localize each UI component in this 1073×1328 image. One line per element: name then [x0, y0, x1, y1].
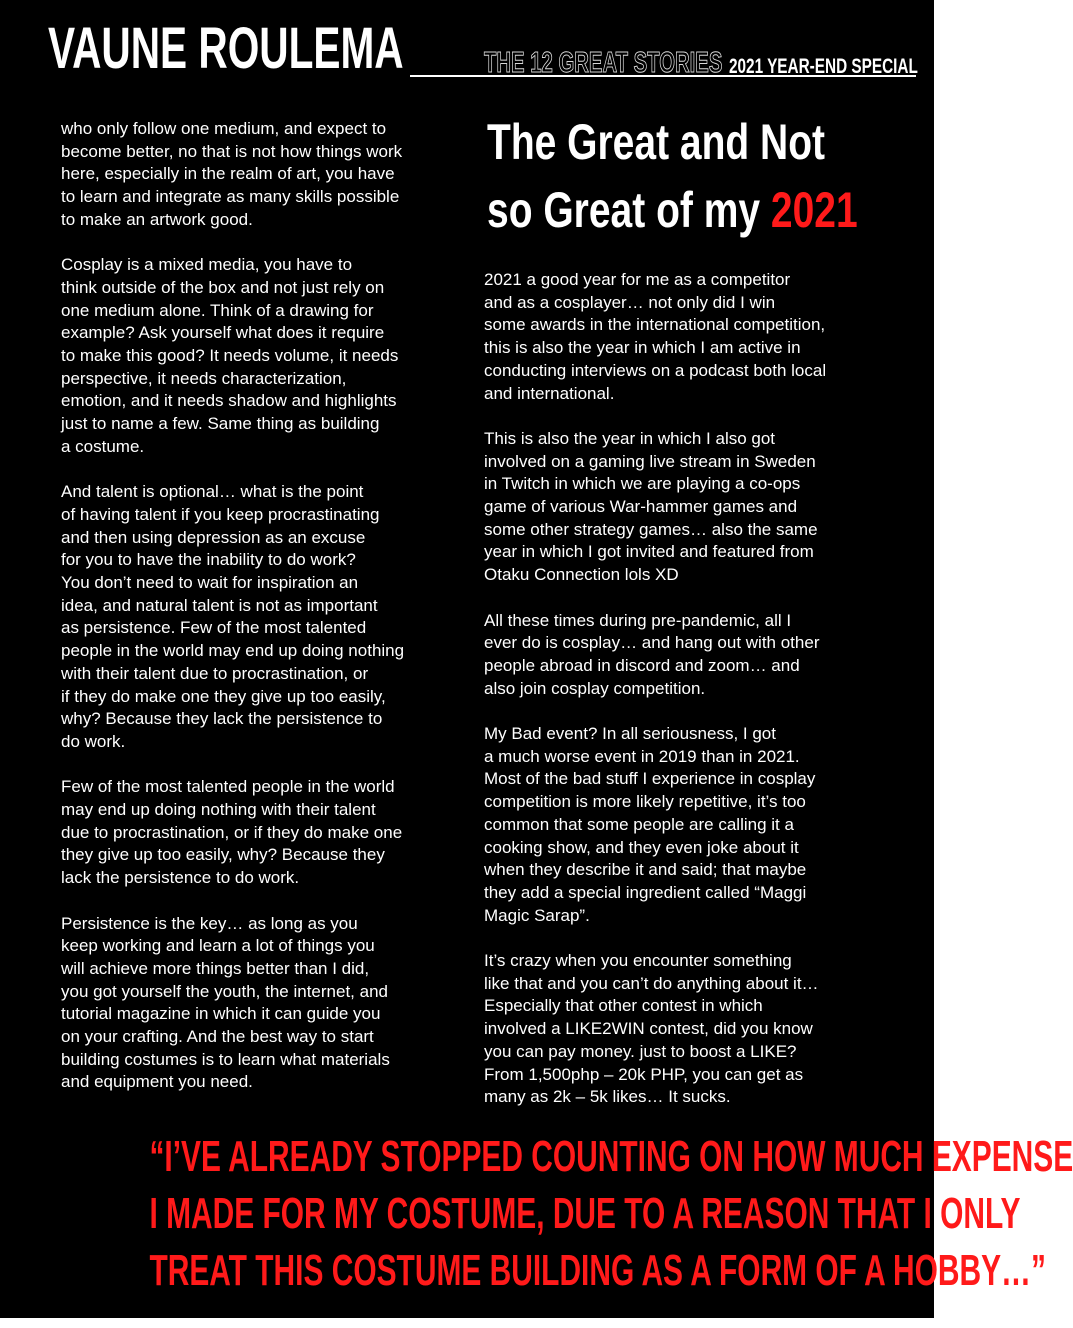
text-line: to make an artwork good. — [61, 209, 253, 229]
text-line: Cosplay is a mixed media, you have to — [61, 255, 353, 275]
text-line: idea, and natural talent is not as important — [61, 595, 378, 615]
text-line: may end up doing nothing with their talent — [61, 800, 376, 820]
text-line: a costume. — [61, 436, 145, 456]
pull-quote-line: I MADE FOR MY COSTUME, DUE TO A REASON THAT I ONLY — [149, 1189, 1021, 1238]
text-line: building costumes is to learn what materials — [61, 1049, 390, 1069]
text-line: also join cosplay competition. — [484, 678, 706, 698]
paragraph — [61, 254, 451, 458]
text-line: on your crafting. And the best way to start — [61, 1027, 374, 1047]
text-line: conducting interviews on a podcast both local — [484, 360, 827, 380]
text-line: and then using depression as an excuse — [61, 527, 366, 547]
text-line: Most of the bad stuff I experience in cosplay — [484, 769, 816, 789]
headline-year: 2021 — [770, 182, 858, 238]
text-line: why? Because they lack the persistence to — [61, 709, 383, 729]
headline-line-2-text: so Great of my — [487, 182, 771, 238]
text-line: 2021 a good year for me as a competitor — [484, 270, 791, 289]
author-name: VAUNE ROULEMA — [48, 16, 404, 81]
text-line: This is also the year in which I also got — [484, 428, 776, 448]
text-line: and as a cosplayer… not only did I win — [484, 292, 776, 312]
text-line: some awards in the international competition, — [484, 315, 826, 335]
text-line: year in which I got invited and featured from — [484, 542, 814, 562]
pull-quote-line: “I’VE ALREADY STOPPED COUNTING ON HOW MUCH EXPENSE — [149, 1132, 1073, 1181]
series-title: THE 12 GREAT STORIES — [484, 47, 723, 79]
paragraph — [484, 428, 894, 587]
text-line: It’s crazy when you encounter something — [484, 951, 792, 971]
text-line: You don’t need to wait for inspiration an — [61, 573, 359, 593]
pull-quote-line: TREAT THIS COSTUME BUILDING AS A FORM OF A HOBBY…” — [149, 1246, 1046, 1295]
text-line: and equipment you need. — [61, 1072, 253, 1092]
text-line: they give up too easily, why? Because they — [61, 845, 385, 865]
paragraph — [484, 269, 894, 405]
text-line: as persistence. Few of the most talented — [61, 618, 367, 638]
text-line: of having talent if you keep procrastinating — [61, 504, 380, 524]
text-line: tutorial magazine in which it can guide you — [61, 1004, 381, 1024]
paragraph — [484, 950, 894, 1109]
text-line: when they describe it and said; that maybe — [484, 860, 807, 880]
headline-line-2 — [487, 176, 858, 244]
text-line: involved a LIKE2WIN contest, did you know — [484, 1019, 813, 1039]
text-line: one medium alone. Think of a drawing for — [61, 300, 374, 320]
special-edition-label: 2021 YEAR-END SPECIAL — [729, 55, 918, 78]
text-line: My Bad event? In all seriousness, I got — [484, 724, 776, 744]
text-line: to make this good? It needs volume, it needs — [61, 346, 399, 366]
text-line: become better, no that is not how things work — [61, 141, 403, 161]
text-line: people abroad in discord and zoom… and — [484, 655, 800, 675]
text-line: lack the persistence to do work. — [61, 868, 300, 888]
paragraph — [61, 913, 451, 1095]
text-line: a much worse event in 2019 than in 2021. — [484, 746, 800, 766]
text-line: Persistence is the key… as long as you — [61, 913, 358, 933]
text-line: perspective, it needs characterization, — [61, 368, 347, 388]
text-line: they add a special ingredient called “Maggi — [484, 882, 807, 902]
text-line: Otaku Connection lols XD — [484, 565, 679, 585]
text-line: Few of the most talented people in the world — [61, 777, 395, 797]
paragraph — [61, 118, 451, 232]
text-line: for you to have the inability to do work? — [61, 550, 356, 570]
pull-quote — [0, 1128, 1073, 1299]
text-line: due to procrastination, or if they do make one — [61, 822, 403, 842]
text-line: here, especially in the realm of art, you have — [61, 164, 395, 184]
text-line: if they do make one they give up too easily, — [61, 686, 386, 706]
paragraph — [484, 723, 894, 927]
text-line: you got yourself the youth, the internet, and — [61, 981, 388, 1001]
text-line: many as 2k – 5k likes… It sucks. — [484, 1087, 731, 1107]
text-line: Magic Sarap”. — [484, 905, 590, 925]
text-line: who only follow one medium, and expect to — [61, 119, 387, 138]
paragraph — [61, 481, 451, 753]
text-line: people in the world may end up doing nothing — [61, 641, 405, 661]
text-line: cooking show, and they even joke about it — [484, 837, 799, 857]
headline-line-1: The Great and Not — [487, 114, 826, 170]
text-line: some other strategy games… also the same — [484, 519, 818, 539]
left-column — [61, 118, 451, 1117]
text-line: you can pay money. just to boost a LIKE? — [484, 1041, 797, 1061]
text-line: to learn and integrate as many skills possible — [61, 187, 400, 207]
text-line: Especially that other contest in which — [484, 996, 763, 1016]
text-line: this is also the year in which I am active in — [484, 338, 801, 358]
text-line: competition is more likely repetitive, it’s too — [484, 792, 806, 812]
text-line: with their talent due to procrastination, or — [61, 663, 369, 683]
text-line: common that some people are calling it a — [484, 814, 794, 834]
text-line: From 1,500php – 20k PHP, you can get as — [484, 1064, 804, 1084]
text-line: All these times during pre-pandemic, all I — [484, 610, 792, 630]
text-line: example? Ask yourself what does it require — [61, 323, 385, 343]
text-line: ever do is cosplay… and hang out with other — [484, 633, 820, 653]
text-line: game of various War-hammer games and — [484, 497, 798, 517]
paragraph — [484, 610, 894, 701]
text-line: like that and you can’t do anything about it… — [484, 973, 819, 993]
text-line: think outside of the box and not just rely on — [61, 277, 385, 297]
text-line: in Twitch in which we are playing a co-ops — [484, 474, 801, 494]
text-line: just to name a few. Same thing as building — [61, 414, 380, 434]
text-line: do work. — [61, 731, 126, 751]
text-line: And talent is optional… what is the point — [61, 482, 364, 502]
text-line: will achieve more things better than I did, — [61, 958, 370, 978]
text-line: keep working and learn a lot of things you — [61, 936, 375, 956]
right-column — [484, 269, 894, 1132]
text-line: involved on a gaming live stream in Sweden — [484, 451, 816, 471]
article-headline — [487, 108, 858, 244]
text-line: emotion, and it needs shadow and highlights — [61, 391, 397, 411]
paragraph — [61, 776, 451, 890]
text-line: and international. — [484, 383, 615, 403]
